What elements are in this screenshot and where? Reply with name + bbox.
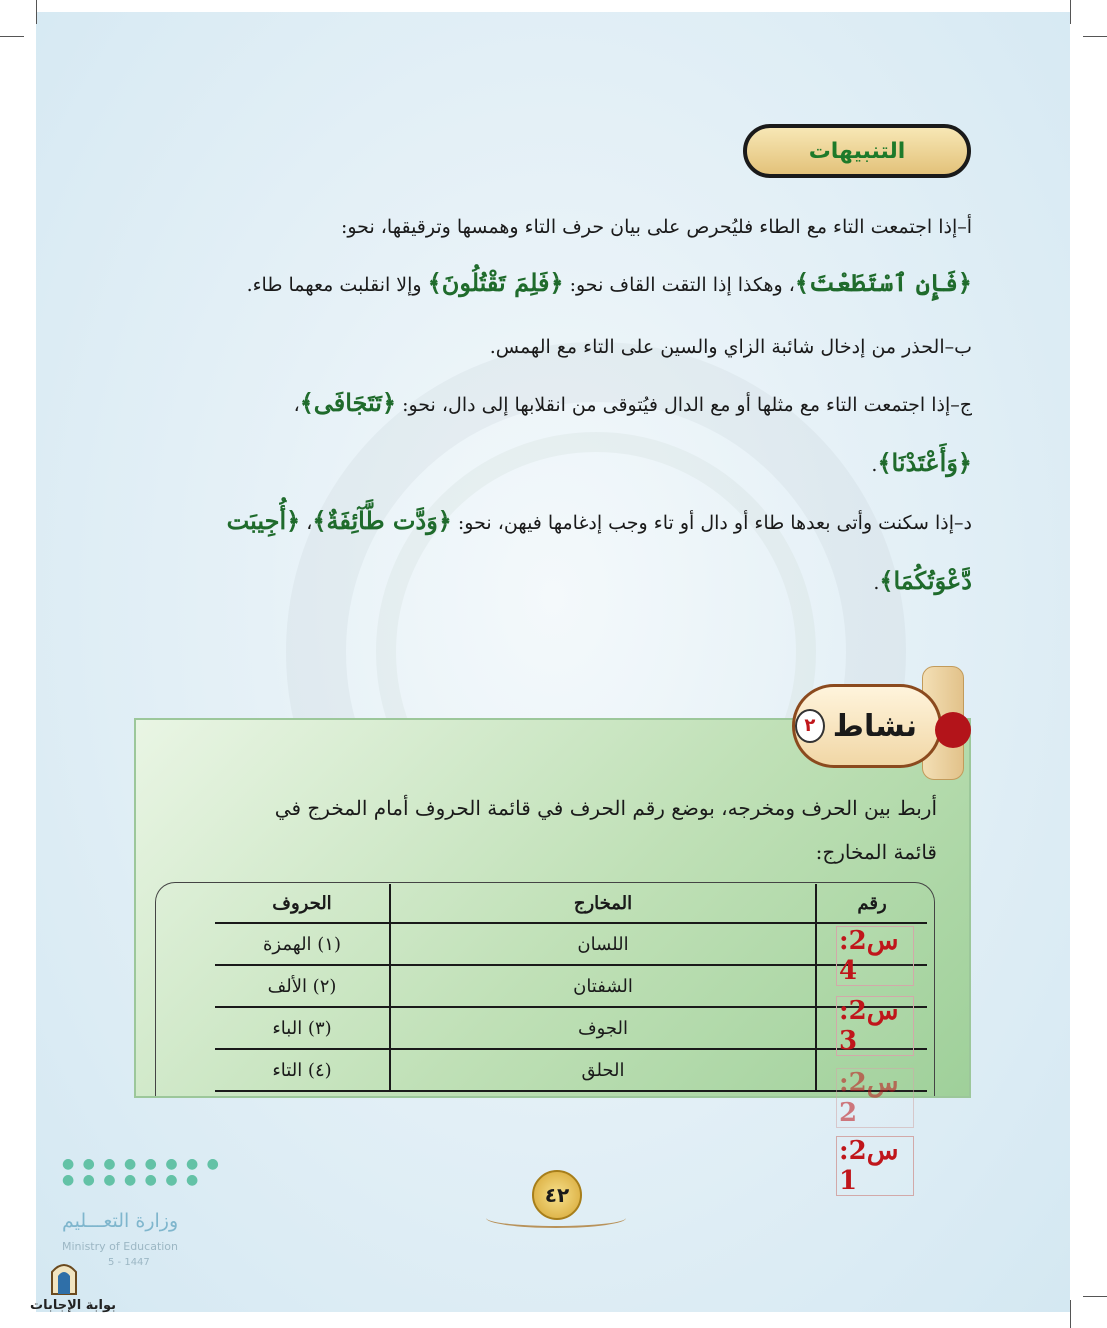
table-header-row <box>215 884 927 923</box>
activity-badge <box>792 684 942 768</box>
rule-c-line2 <box>871 448 972 477</box>
answer-overlay: س2: 3 <box>836 996 914 1056</box>
letter-cell: (١) الهمزة <box>215 923 390 965</box>
articulation-cell: الشفتان <box>390 965 816 1007</box>
table-row <box>215 1049 927 1091</box>
quran-quote: دَّعْوَتُكُمَا﴾ <box>879 566 972 595</box>
crop-mark <box>1070 1300 1071 1328</box>
activity-instruction-line2: قائمة المخارج: <box>815 840 937 864</box>
activity-instruction-line1: أربط بين الحرف ومخرجه، بوضع رقم الحرف في قائمة الحروف أمام المخرج في <box>274 796 937 820</box>
table-row <box>215 923 927 965</box>
rule-text: ج–إذا اجتمعت التاء مع مثلها أو مع الدال فيُتوقى من انقلابها إلى دال، نحو: <box>402 394 972 416</box>
answer-overlay: س2: 2 <box>836 1068 914 1128</box>
rule-text: د–إذا سكنت وأتى بعدها طاء أو دال أو تاء وجب إدغامها فيهن، نحو: <box>457 512 972 534</box>
articulation-cell: الحلق <box>390 1049 816 1091</box>
portal-logo-icon <box>44 1256 84 1296</box>
rule-text: وإلا انقلبت معهما طاء. <box>246 274 422 296</box>
page-number-ornament <box>486 1208 626 1228</box>
articulation-cell: الجوف <box>390 1007 816 1049</box>
answer-overlay: س2: 4 <box>836 926 914 986</box>
quran-quote: ﴿تَتَجَافَى﴾ <box>299 388 397 417</box>
quran-quote: ﴿وَأَعْتَدْنَا﴾ <box>877 448 972 477</box>
textbook-page <box>36 12 1070 1312</box>
wax-seal-icon <box>935 712 971 748</box>
letter-cell: (٢) الألف <box>215 965 390 1007</box>
page-number: ٤٢ <box>532 1170 582 1220</box>
crop-mark <box>36 0 37 24</box>
header-letters: الحروف <box>215 884 390 923</box>
section-title: التنبيهات <box>808 138 906 164</box>
portal-label[interactable]: بوابة الإجابات <box>30 1298 116 1313</box>
rule-text: ، <box>293 394 300 416</box>
matching-table <box>215 884 927 1092</box>
section-title-box <box>743 124 971 178</box>
letter-cell: (٤) التاء <box>215 1049 390 1091</box>
crop-mark <box>1083 36 1107 37</box>
activity-number: ٢ <box>795 709 825 743</box>
letter-cell: (٣) الباء <box>215 1007 390 1049</box>
crop-mark <box>0 36 24 37</box>
rule-text: ، <box>306 512 313 534</box>
ministry-year: 5 - 1447 <box>108 1257 150 1268</box>
rule-text: . <box>871 454 878 476</box>
rule-c-line1 <box>294 388 972 417</box>
rule-d-line2 <box>873 566 972 595</box>
table-row <box>215 1007 927 1049</box>
rule-b-line: ب–الحذر من إدخال شائبة الزاي والسين على التاء مع الهمس. <box>489 336 972 358</box>
rule-d-line1 <box>227 506 972 535</box>
activity-label: نشاط <box>832 708 917 744</box>
answer-overlay: س2: 1 <box>836 1136 914 1196</box>
articulation-cell: اللسان <box>390 923 816 965</box>
ministry-logo-icon: ● ● ● ● ● ● ● ● ● ● ● ● ● ● ● <box>62 1156 221 1188</box>
crop-mark <box>1083 1296 1107 1297</box>
quran-quote: ﴿فَلِمَ تَقْتُلُونَ﴾ <box>427 268 564 297</box>
rule-text: ، وهكذا إذا التقت القاف نحو: <box>569 274 795 296</box>
header-number: رقم <box>816 884 927 923</box>
crop-mark <box>1070 0 1071 24</box>
quran-quote: ﴿أُجِيبَت <box>226 506 301 535</box>
ministry-name-arabic: وزارة التعـــليم <box>62 1210 179 1232</box>
quran-quote: ﴿وَدَّت طَّآئِفَةٌ﴾ <box>312 506 452 535</box>
rule-text: . <box>873 572 880 594</box>
quran-quote: ﴿فَإِنِ ٱسْتَطَعْتَ﴾ <box>794 268 972 297</box>
ministry-name-english: Ministry of Education <box>62 1240 179 1253</box>
rule-a-line2 <box>247 268 972 297</box>
table-row <box>215 965 927 1007</box>
rule-a-line1: أ–إذا اجتمعت التاء مع الطاء فليُحرص على بيان حرف التاء وهمسها وترقيقها، نحو: <box>340 216 972 238</box>
header-articulation: المخارج <box>390 884 816 923</box>
